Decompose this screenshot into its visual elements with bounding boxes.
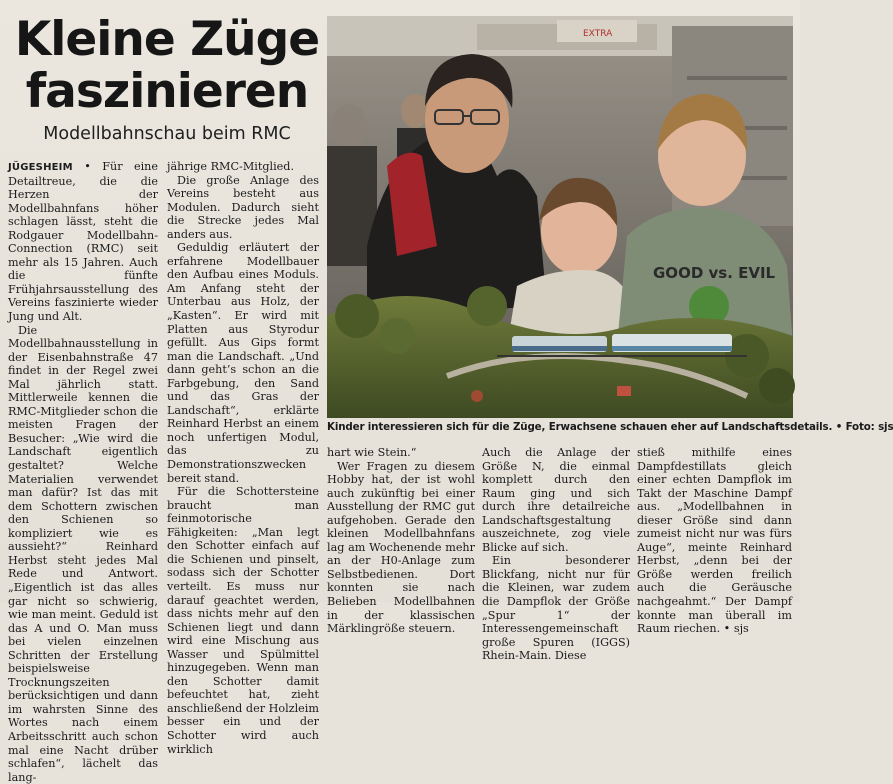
svg-text:EXTRA: EXTRA <box>583 29 613 39</box>
column-1-paragraph-1: • Für eine Detailtreue, die die Herzen der Modellbahnfans höher schlagen lässt, steht die Rodgauer Modellbahn-Connection (RMC) seit mehr als 15 Jahren. Auch die fünfte Frühjahrsausstellung des Vereins faszinierte wieder Jung und Alt. <box>8 160 158 324</box>
photo-scene <box>327 16 793 418</box>
column-3-paragraph-1: hart wie Stein.“ <box>327 446 417 459</box>
previous-article-strip <box>0 0 800 10</box>
column-2-paragraph-2: Die große Anlage des Vereins besteht aus Modulen. Dadurch sieht die Strecke jedes Mal anders aus. <box>167 173 319 241</box>
article-column-5 <box>637 446 792 636</box>
svg-text:GOOD vs. EVIL: GOOD vs. EVIL <box>653 264 776 282</box>
headline <box>8 14 326 118</box>
article-column-1 <box>8 160 158 784</box>
photo-caption: Kinder interessieren sich für die Züge, Erwachsene schauen eher auf Landschaftsdetails. • Foto: sjs <box>327 421 893 433</box>
dateline: JÜGESHEIM <box>8 162 73 173</box>
column-2-paragraph-4: Für die Schottersteine braucht man feinmotorische Fähigkeiten: „Man legt den Schotter einfach auf die Schienen und pinselt, sodass sich der Schotter verteilt. Es muss nur darauf geachtet werden, dass nichts mehr auf den Schienen liegt und dann wird eine Mischung aus Wasser und Spülmittel hinzugegeben. Wenn man den Schotter damit befeuchtet hat, zieht anschließend der Holzleim besser ein und der Schotter wird auch wirklich <box>167 485 319 756</box>
article-column-4 <box>482 446 630 663</box>
subheadline: Modellbahnschau beim RMC <box>43 124 291 144</box>
article-photo <box>327 16 793 418</box>
article-column-3 <box>327 446 475 636</box>
column-3-paragraph-2: Wer Fragen zu diesem Hobby hat, der ist wohl auch zukünftig bei einer Ausstellung der RMC gut aufgehoben. Gerade den kleinen Modellbahnfans lag am Wochenende mehr an der H0-Anlage zum Selbstbedienen. Dort konnten sie nach Belieben Modellbahnen in der klassischen Märklingröße steuern. <box>327 459 475 636</box>
column-4-paragraph-2: Ein besonderer Blickfang, nicht nur für die Kleinen, war zudem die Dampflok der Größe „Spur 1“ der Interessengemeinschaft große Spuren (IGGS) Rhein-Main. Diese <box>482 554 630 663</box>
column-5-paragraph-1: stieß mithilfe eines Dampfdestillats gleich einer echten Dampflok im Takt der Maschine Dampf aus. „Modellbahnen in dieser Größe sind dann zumeist nicht nur was fürs Auge“, meinte Reinhard Herbst, „denn bei der Größe werden freilich auch die Geräusche nachgeahmt.“ Der Dampf konnte man überall im Raum riechen. • sjs <box>637 446 792 636</box>
headline-line-2: faszinieren <box>25 64 309 119</box>
article-column-2 <box>167 160 319 756</box>
column-1-paragraph-2: Die Modellbahnausstellung in der Eisenbahnstraße 47 findet in der Regel zwei Mal jährlich statt. Mittlerweile kennen die RMC-Mitglieder schon die meisten Fragen der Besucher: „Wie wird die Landschaft eigentlich gestaltet? Welche Materialien verwendet man dafür? Ist das mit dem Schottern zwischen den Schienen so kompliziert wie es aussieht?“ Reinhard Herbst steht jedes Mal Rede und Antwort. „Eigentlich ist das alles gar nicht so schwierig, wie man meint. Geduld ist das A und O. Man muss bei vielen einzelnen Schritten der Erstellung beispielsweise Trocknungszeiten berücksichtigen und dann im wahrsten Sinne des Wortes nach einem Arbeitsschritt auch schon mal eine Nacht drüber schlafen“, lächelt das lang- <box>8 323 158 784</box>
column-2-paragraph-1: jährige RMC-Mitglied. <box>167 160 295 173</box>
column-2-paragraph-3: Geduldig erläutert der erfahrene Modellbauer den Aufbau eines Moduls. Am Anfang steht der Unterbau aus Holz, der „Kasten“. Er wird mit Platten aus Styrodur gefüllt. Aus Gips formt man die Landschaft. „Und dann geht’s schon an die Farbgebung, den Sand und das Gras der Landschaft“, erklärte Reinhard Herbst an einem noch unfertigen Modul, das zu Demonstrationszwecken bereit stand. <box>167 241 319 485</box>
column-4-paragraph-1: Auch die Anlage der Größe N, die einmal komplett durch den Raum ging und sich durch ihre detailreiche Landschaftsgestaltung auszeichnete, zog viele Blicke auf sich. <box>482 446 630 554</box>
headline-line-1: Kleine Züge <box>14 12 320 67</box>
